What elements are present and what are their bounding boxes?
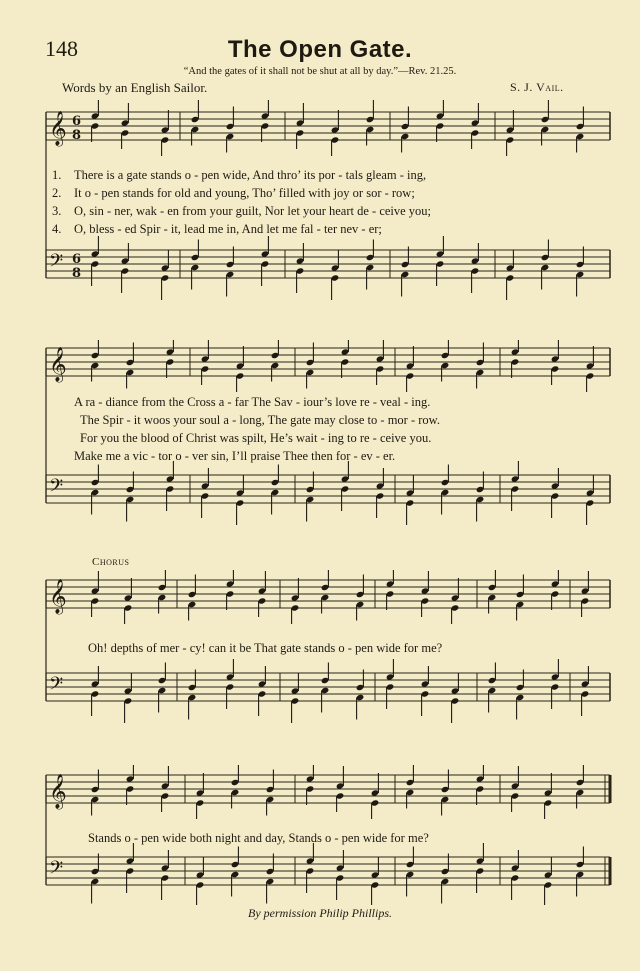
- chorus-label: Chorus: [92, 556, 130, 568]
- lyric-line-verse-1: [52, 168, 612, 183]
- treble-clef-icon: 𝄞: [49, 579, 67, 614]
- bass-staff: [46, 236, 610, 300]
- bass-staff: [46, 843, 610, 905]
- bass-clef-icon: 𝄢: [49, 858, 64, 883]
- lyric-text: A ra - diance from the Cross a - far The Sav - iour’s love re - veal - ing.: [74, 395, 431, 409]
- treble-clef-icon: 𝄞: [49, 774, 67, 809]
- lyric-line-verse-2: [52, 186, 612, 201]
- verse-number: 3.: [52, 204, 62, 218]
- lyric-line-3: [80, 431, 640, 446]
- bass-clef-icon: 𝄢: [49, 476, 64, 501]
- treble-staff: [46, 765, 610, 819]
- lyric-text: Oh! depths of mer - cy! can it be That gate stands o - pen wide for me?: [88, 641, 443, 655]
- permission-credit: By permission Philip Phillips.: [248, 906, 392, 920]
- treble-staff: [46, 340, 610, 392]
- bass-staff: [46, 659, 610, 723]
- treble-clef-icon: 𝄞: [49, 111, 67, 146]
- words-credit: Words by an English Sailor.: [62, 80, 208, 95]
- lyric-line-verse-3: [52, 204, 612, 219]
- lyric-text: There is a gate stands o - pen wide, And thro’ its por - tals gleam - ing,: [74, 168, 427, 182]
- time-signature-bottom: 8: [72, 128, 82, 143]
- scripture-epigraph: “And the gates of it shall not be shut at all by day.”—Rev. 21.25.: [183, 66, 457, 77]
- page-number: 148: [45, 36, 78, 61]
- lyric-line-4: [74, 449, 634, 464]
- verse-number: 4.: [52, 222, 62, 236]
- verse-number: 2.: [52, 186, 62, 200]
- chorus-lyric-line: [88, 641, 640, 656]
- time-signature-bottom: 8: [72, 266, 82, 281]
- lyric-text: For you the blood of Christ was spilt, He’s wait - ing to re - ceive you.: [80, 431, 432, 445]
- verse-number: 1.: [52, 168, 62, 182]
- hymn-title: The Open Gate.: [227, 36, 413, 63]
- treble-clef-icon: 𝄞: [49, 347, 67, 382]
- treble-staff: [46, 570, 610, 624]
- lyric-line-2: [80, 413, 640, 428]
- lyric-line-1: [74, 395, 634, 410]
- lyric-text: Stands o - pen wide both night and day, Stands o - pen wide for me?: [88, 831, 429, 845]
- time-signature-top: 6: [72, 252, 82, 267]
- treble-staff: [46, 100, 610, 156]
- lyric-text: Make me a vic - tor o - ver sin, I’ll praise Thee then for - ev - er.: [74, 449, 396, 463]
- chorus-lyric-line-2: [88, 831, 640, 846]
- composer-credit: S. J. Vail.: [510, 80, 564, 94]
- lyric-text: The Spir - it woos your soul a - long, The gate may close to - mor - row.: [80, 413, 440, 427]
- lyric-text: It o - pen stands for old and young, Tho’ filled with joy or sor - row;: [74, 186, 415, 200]
- bass-clef-icon: 𝄢: [49, 251, 64, 276]
- lyric-text: O, bless - ed Spir - it, lead me in, And let me fal - ter nev - er;: [74, 222, 382, 236]
- bass-clef-icon: 𝄢: [49, 674, 64, 699]
- time-signature-top: 6: [72, 114, 82, 129]
- lyric-text: O, sin - ner, wak - en from your guilt, Nor let your heart de - ceive you;: [74, 204, 432, 218]
- lyric-line-verse-4: [52, 222, 612, 237]
- bass-staff: [46, 461, 610, 525]
